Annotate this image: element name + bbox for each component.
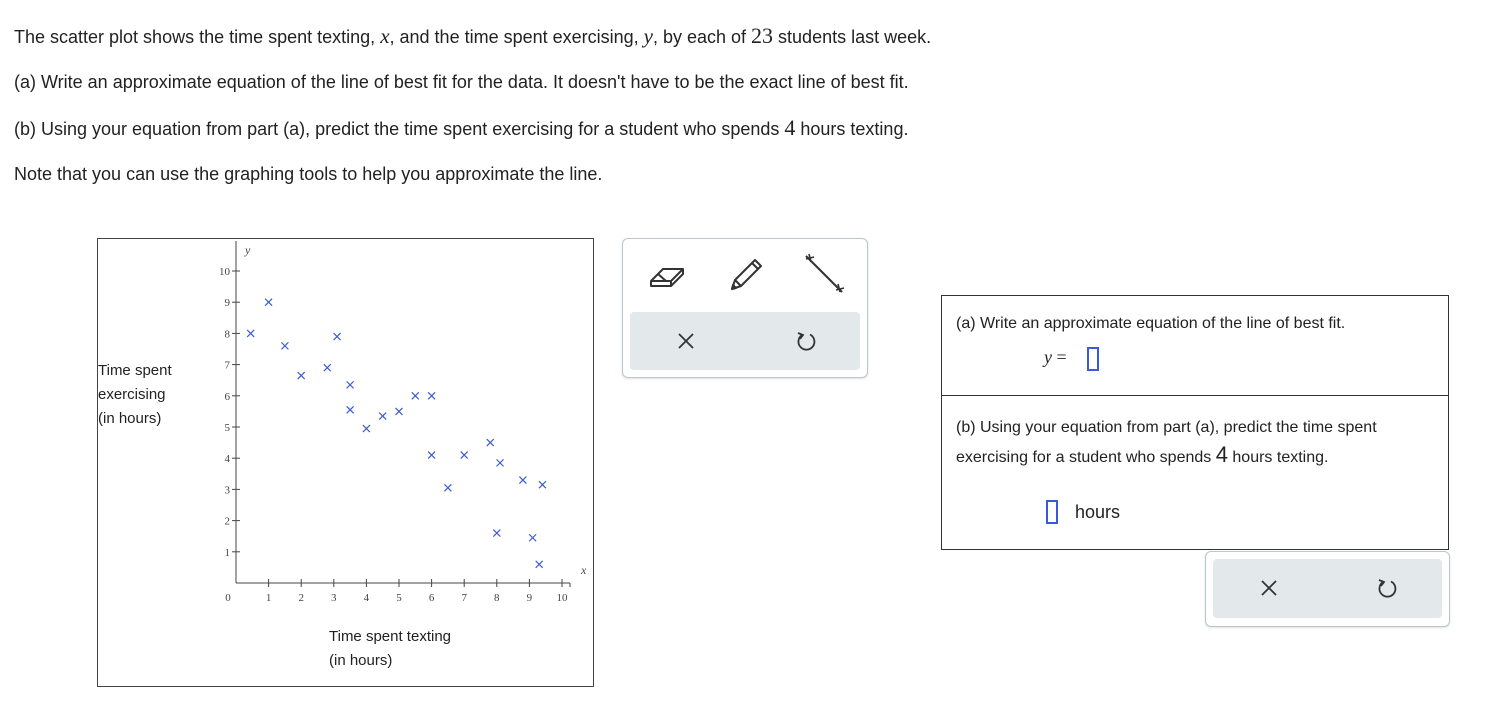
y-axis-label-line: exercising [98, 386, 166, 403]
y-axis-label [98, 359, 172, 431]
eq-sign: = [1056, 347, 1067, 367]
student-count: 23 [751, 23, 774, 48]
pencil-icon [726, 255, 766, 295]
y-axis-symbol: y [245, 243, 251, 257]
data-point [247, 330, 254, 337]
clear-answer-button[interactable] [1249, 571, 1289, 605]
data-point [379, 413, 386, 420]
intro-text: The scatter plot shows the time spent texting, [14, 27, 381, 47]
data-point [324, 364, 331, 371]
undo-answer-button[interactable] [1367, 571, 1407, 605]
data-point [536, 561, 543, 568]
data-point [493, 530, 500, 537]
data-point [412, 392, 419, 399]
x-tick-label: 4 [363, 592, 370, 604]
data-point [529, 534, 536, 541]
intro-text-4: students last week. [773, 27, 932, 47]
line-tool-button[interactable] [799, 249, 849, 299]
x-tick-label: 6 [428, 592, 435, 604]
y-tick-label: 1 [224, 546, 230, 559]
y-tick-label: 3 [224, 484, 230, 497]
part-b-text: (b) Using your equation from part (a), predict the time spent exercising for a student who spends [14, 119, 785, 139]
data-point [428, 392, 435, 399]
close-icon [1259, 578, 1279, 598]
data-point [539, 481, 546, 488]
x-tick-label: 10 [556, 592, 568, 604]
data-point [428, 452, 435, 459]
y-tick-label: 2 [224, 515, 230, 528]
answer-toolbox [1205, 551, 1450, 627]
data-point [347, 406, 354, 413]
x-axis-label-line: Time spent texting [329, 628, 451, 645]
data-point [298, 372, 305, 379]
answer-action-bar [1213, 559, 1442, 618]
x-axis-symbol: x [581, 563, 587, 577]
intro-text-3: , by each of [652, 27, 752, 47]
graph-toolbox [622, 238, 868, 378]
y-tick-label: 6 [224, 390, 230, 403]
data-point [487, 439, 494, 446]
var-x: x [380, 24, 390, 48]
close-icon [676, 331, 696, 351]
undo-icon [1376, 577, 1398, 599]
answer-panel-b [941, 395, 1449, 550]
y-tick-label: 9 [224, 297, 230, 310]
data-point [396, 408, 403, 415]
eraser-icon [647, 259, 687, 291]
y-tick-label: 4 [224, 453, 230, 466]
data-point [347, 381, 354, 388]
data-point [363, 425, 370, 432]
y-tick-label: 8 [224, 328, 230, 341]
x-tick-label: 7 [461, 592, 467, 604]
eq-var: y [1044, 347, 1052, 367]
equation-input[interactable] [1087, 347, 1099, 371]
panel-b-hours-value: 4 [1215, 442, 1228, 467]
undo-icon [795, 330, 817, 352]
y-tick-label: 5 [224, 422, 230, 434]
graph-action-bar [630, 312, 860, 370]
x-tick-label: 2 [298, 592, 304, 604]
data-point [281, 342, 288, 349]
hours-unit: hours [1075, 502, 1121, 522]
x-tick-label: 5 [396, 592, 402, 604]
panel-b-text-2: hours texting. [1227, 449, 1329, 466]
x-axis-label-line: (in hours) [329, 652, 393, 669]
data-point [519, 477, 526, 484]
panel-b-prompt [956, 414, 1440, 471]
eraser-tool-button[interactable] [643, 255, 691, 295]
origin-label: 0 [225, 592, 231, 604]
x-axis-label [329, 625, 451, 673]
equation-prefix [1044, 347, 1067, 368]
data-point [461, 452, 468, 459]
answer-panel-a [941, 295, 1449, 396]
data-point [444, 484, 451, 491]
var-y: y [643, 24, 653, 48]
part-b-text-2: hours texting. [795, 119, 909, 139]
prediction-input[interactable] [1046, 500, 1058, 524]
y-axis-label-line: Time spent [98, 362, 172, 379]
x-tick-label: 9 [526, 592, 533, 604]
intro-text-2: , and the time spent exercising, [389, 27, 644, 47]
question-note: Note that you can use the graphing tools to help you approximate the line. [14, 164, 603, 184]
hours-value: 4 [784, 115, 796, 140]
pencil-tool-button[interactable] [723, 253, 769, 297]
panel-a-prompt: (a) Write an approximate equation of the line of best fit. [956, 315, 1346, 332]
data-point [265, 299, 272, 306]
clear-graph-button[interactable] [666, 324, 706, 358]
y-tick-label: 7 [224, 359, 230, 372]
data-point [334, 333, 341, 340]
undo-graph-button[interactable] [786, 324, 826, 358]
x-tick-label: 1 [265, 592, 272, 604]
x-tick-label: 8 [494, 592, 500, 604]
y-tick-label: 10 [219, 266, 230, 278]
x-tick-label: 3 [331, 592, 337, 604]
panel-b-text: (b) Using your equation from part (a), predict the time spent exercising for a student who spends [956, 419, 1377, 466]
line-tool-icon [800, 250, 848, 298]
question-part-a: (a) Write an approximate equation of the line of best fit for the data. It doesn't have to be the exact line of best fit. [14, 72, 909, 92]
data-point [497, 459, 504, 466]
y-axis-label-line: (in hours) [98, 410, 162, 427]
